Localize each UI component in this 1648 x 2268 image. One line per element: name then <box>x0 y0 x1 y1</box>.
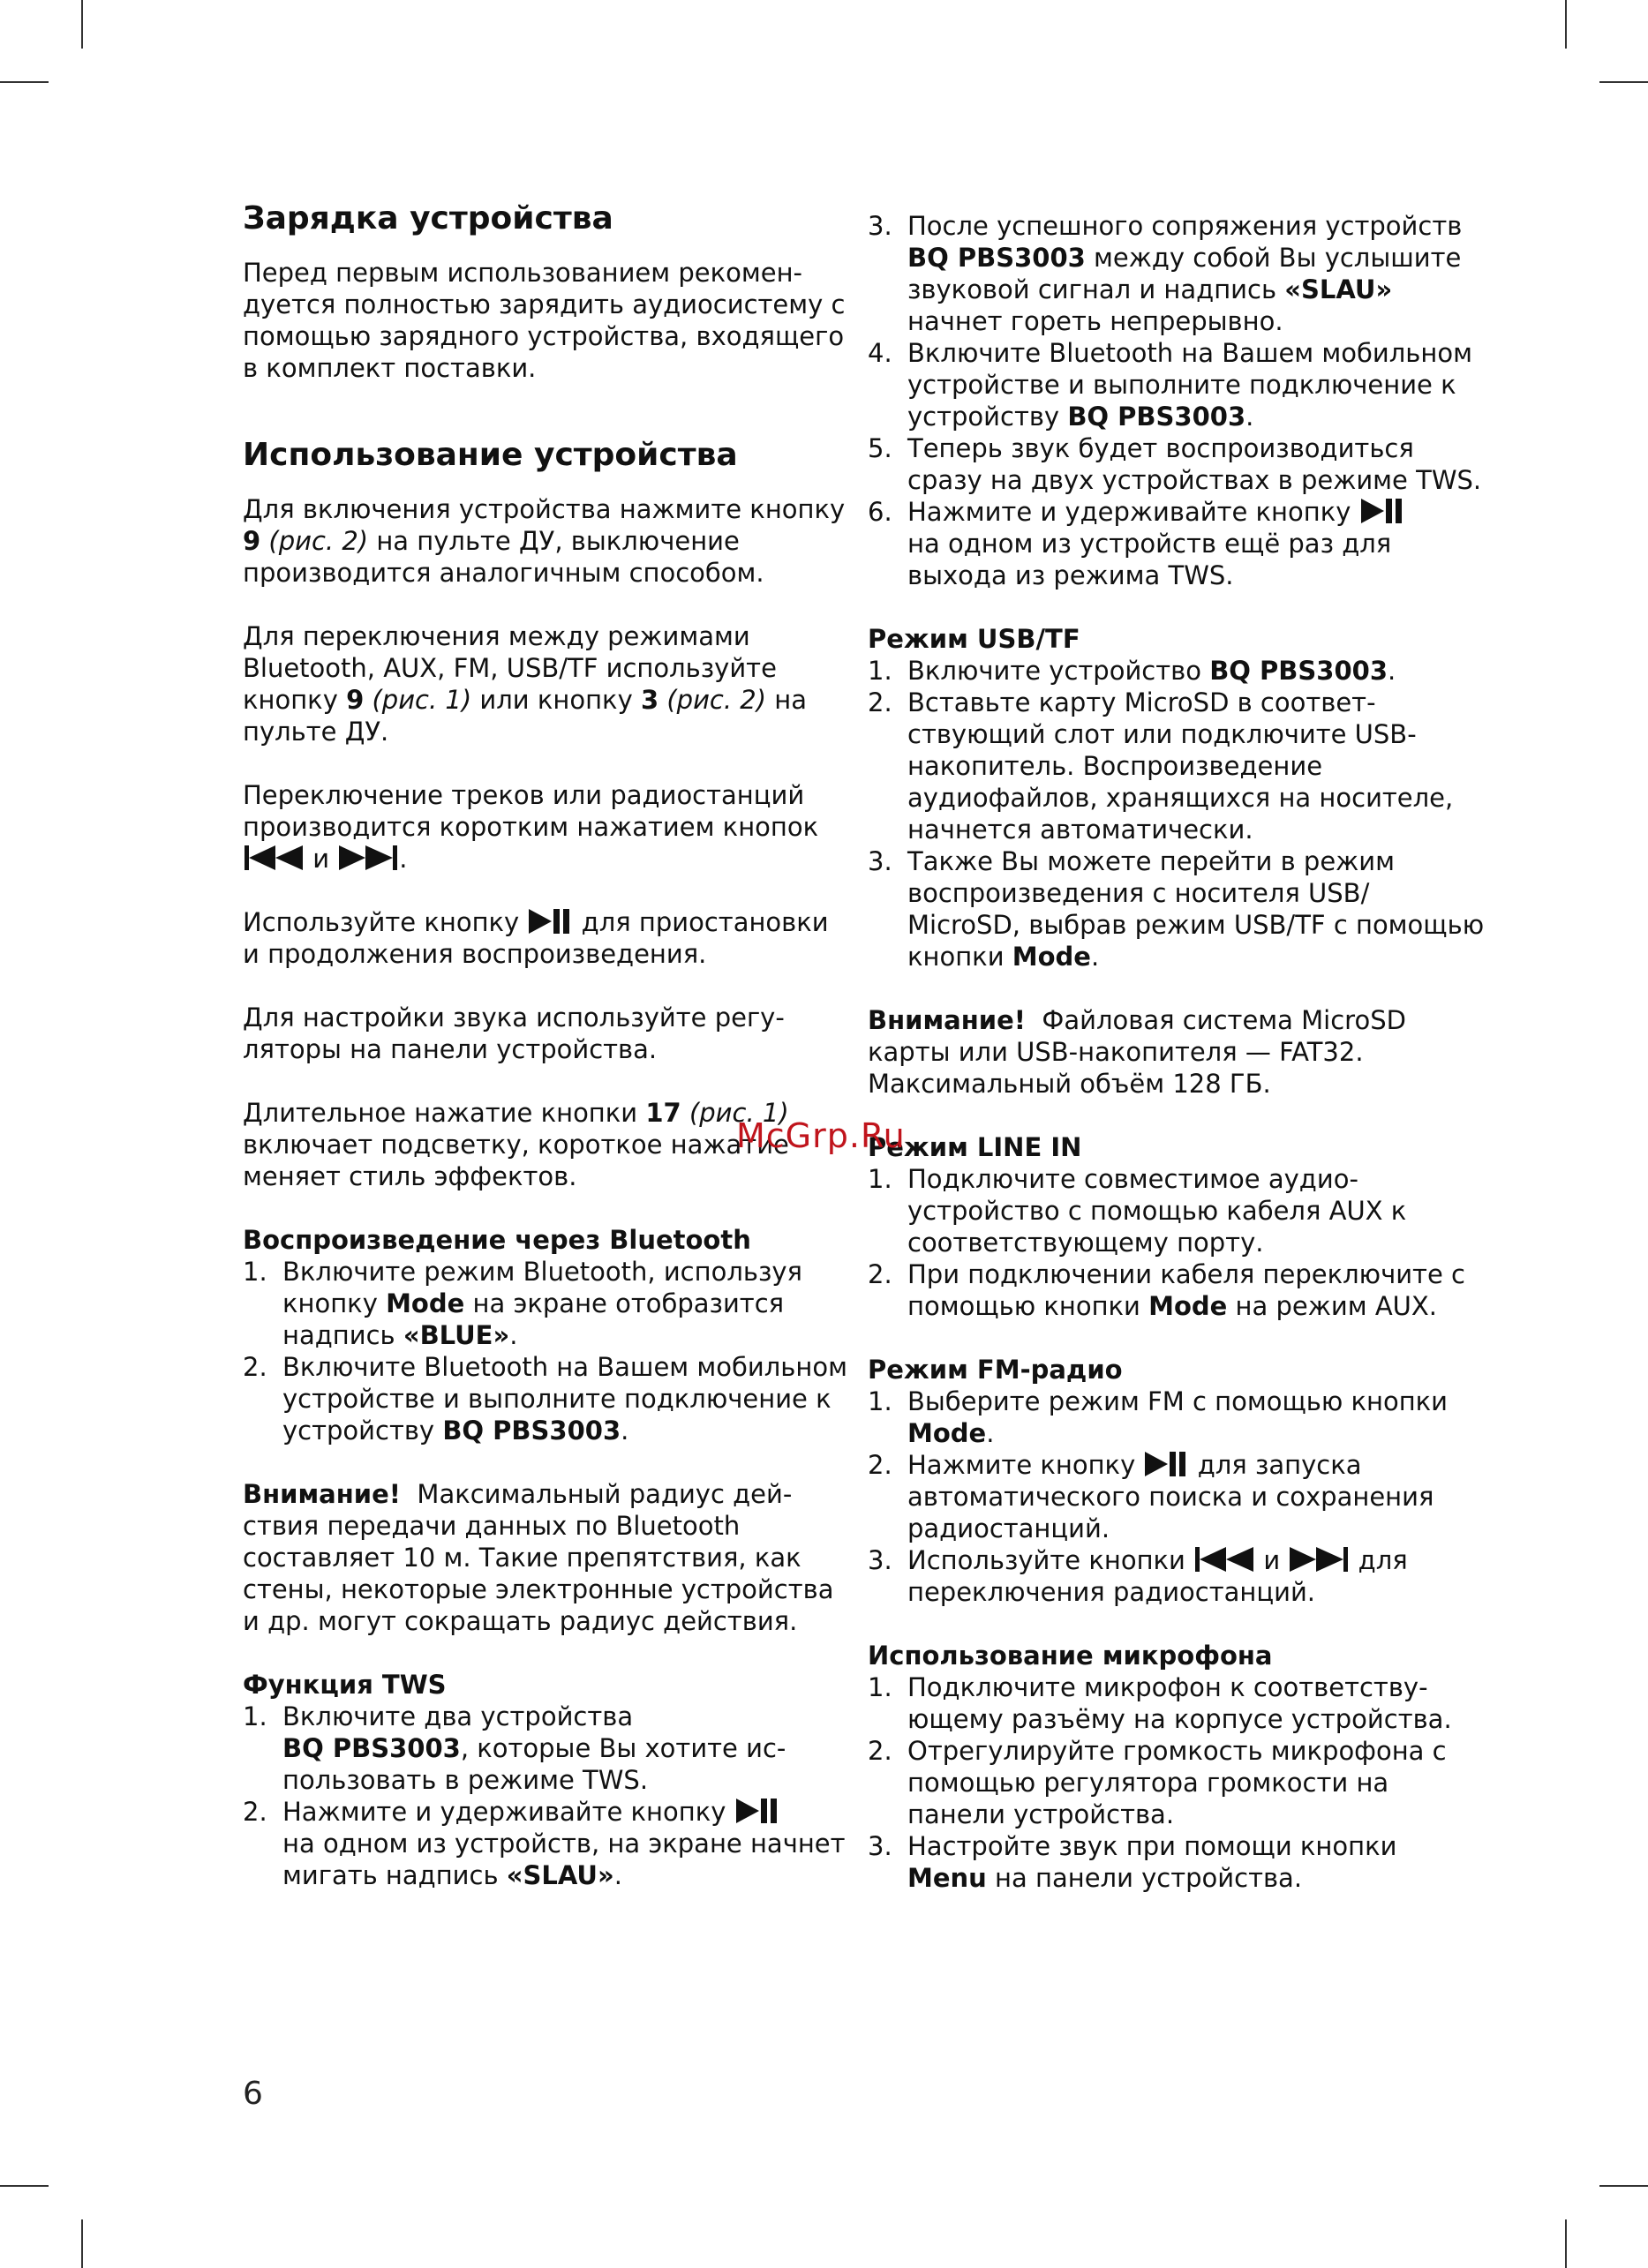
fm-title: Режим FM-радио <box>868 1355 1123 1385</box>
list-item: 2. Отрегулируйте громкость микрофона с помощью регулятора громкости на панели устройства. <box>868 1736 1447 1829</box>
list-item: 3. Также Вы можете перейти в режим воспроизведения с носителя USB/ MicroSD, выбрав режим USB/TF с помощью кнопки Mode. <box>868 846 1485 972</box>
next-track-icon <box>1290 1546 1348 1573</box>
play-pause-icon <box>1361 498 1403 524</box>
crop-mark <box>81 0 83 49</box>
list-item: 2. При подключении кабеля переключите с помощью кнопки Mode на режим AUX. <box>868 1259 1465 1321</box>
usage-paragraph-tracks: Переключение треков или радиостанций производится коротким нажатием кнопок и . <box>243 780 819 874</box>
crop-mark <box>0 81 49 83</box>
usage-paragraph-backlight: Длительное нажатие кнопки 17 (рис. 1) включает подсветку, короткое нажатие меняет стиль эффектов. <box>243 1098 789 1191</box>
line-in-title: Режим LINE IN <box>868 1132 1082 1162</box>
crop-mark <box>1565 2219 1567 2268</box>
usb-title: Режим USB/TF <box>868 624 1080 654</box>
list-item: 1. Включите режим Bluetooth, используя кнопку Mode на экране отобразится надпись «BLUE». <box>243 1257 802 1350</box>
play-pause-icon <box>1145 1451 1187 1477</box>
crop-mark <box>1599 81 1648 83</box>
play-pause-icon <box>736 1798 779 1824</box>
microphone-title: Использование микрофона <box>868 1641 1273 1671</box>
list-item: 1. Включите два устройства BQ PBS3003, которые Вы хотите использовать в режиме TWS. <box>243 1701 786 1795</box>
crop-mark <box>0 2185 49 2187</box>
usage-paragraph-sound: Для настройки звука используйте регуляторы на панели устройства. <box>243 1003 785 1064</box>
list-item: 3. После успешного сопряжения устройств BQ PBS3003 между собой Вы услышите звуковой сигнал и надпись «SLAU» начнет гореть непрерывно. <box>868 211 1463 336</box>
crop-mark <box>81 2219 83 2268</box>
crop-mark <box>1599 2185 1648 2187</box>
usage-paragraph-power: Для включения устройства нажмите кнопку 9 (рис. 2) на пульте ДУ, выключение производится аналогичным способом. <box>243 494 846 588</box>
list-item: 1. Выберите режим FM с помощью кнопки Mode. <box>868 1386 1449 1448</box>
list-item: 2. Нажмите и удерживайте кнопку на одном из устройств, на экране начнет мигать надпись «SLAU». <box>243 1797 846 1890</box>
page-number: 6 <box>243 2076 263 2112</box>
previous-track-icon <box>245 845 303 871</box>
list-item: 2. Вставьте карту MicroSD в соответствующий слот или подключите USB-накопитель. Воспроизведение аудиофайлов, хранящихся на носителе, начнется автоматически. <box>868 687 1454 845</box>
charging-title: Зарядка устройства <box>243 200 613 237</box>
bluetooth-title: Воспроизведение через Bluetooth <box>243 1225 751 1255</box>
usage-paragraph-pause: Используйте кнопку для приостановки и продолжения воспроизведения. <box>243 907 829 969</box>
next-track-icon <box>339 845 397 871</box>
fm-list <box>868 1386 1486 1608</box>
list-item: 5. Теперь звук будет воспроизводиться сразу на двух устройствах в режиме TWS. <box>868 433 1482 495</box>
usage-title: Использование устройства <box>243 437 738 473</box>
previous-track-icon <box>1195 1546 1253 1573</box>
list-item: 3. Настройте звук при помощи кнопки Menu на панели устройства. <box>868 1831 1397 1893</box>
usb-list <box>868 655 1486 973</box>
bluetooth-warning: Внимание! Максимальный радиус действия передачи данных по Bluetooth составляет 10 м. Такие препятствия, как стены, некоторые электронные устройства и др. могут сокращать радиус действия. <box>243 1479 834 1636</box>
list-item: 3. Используйте кнопки и для переключения радиостанций. <box>868 1545 1408 1607</box>
line-in-list <box>868 1163 1486 1322</box>
tws-list-continued <box>868 210 1486 591</box>
left-column <box>243 199 852 1891</box>
charging-text: Перед первым использованием рекомендуется полностью зарядить аудиосистему с помощью зарядного устройства, входящего в комплект поставки. <box>243 258 846 383</box>
list-item: 2. Включите Bluetooth на Вашем мобильном устройстве и выполните подключение к устройству BQ PBS3003. <box>243 1352 847 1446</box>
bluetooth-list <box>243 1256 852 1446</box>
right-column <box>868 210 1486 1894</box>
microphone-list <box>868 1671 1486 1894</box>
usb-warning: Внимание! Файловая система MicroSD карты или USB-накопителя — FAT32. Максимальный объём 128 ГБ. <box>868 1005 1406 1099</box>
list-item: 2. Нажмите кнопку для запуска автоматического поиска и сохранения радиостанций. <box>868 1450 1434 1543</box>
list-item: 1. Подключите совместимое аудиоустройство с помощью кабеля AUX к соответствующему порту. <box>868 1164 1407 1258</box>
list-item: 1. Подключите микрофон к соответствующему разъёму на корпусе устройства. <box>868 1672 1452 1734</box>
usage-paragraph-modes: Для переключения между режимами Bluetooth, AUX, FM, USB/TF используйте кнопку 9 (рис. 1) или кнопку 3 (рис. 2) на пульте ДУ. <box>243 621 808 747</box>
watermark: McGrp.Ru <box>736 1116 906 1155</box>
list-item: 4. Включите Bluetooth на Вашем мобильном устройстве и выполните подключение к устройству BQ PBS3003. <box>868 338 1472 432</box>
play-pause-icon <box>529 908 571 935</box>
tws-title: Функция TWS <box>243 1670 447 1700</box>
tws-list <box>243 1701 852 1891</box>
list-item: 6. Нажмите и удерживайте кнопку на одном из устройств ещё раз для выхода из режима TWS. <box>868 496 1486 591</box>
crop-mark <box>1565 0 1567 49</box>
list-item: 1. Включите устройство BQ PBS3003. <box>868 656 1396 686</box>
